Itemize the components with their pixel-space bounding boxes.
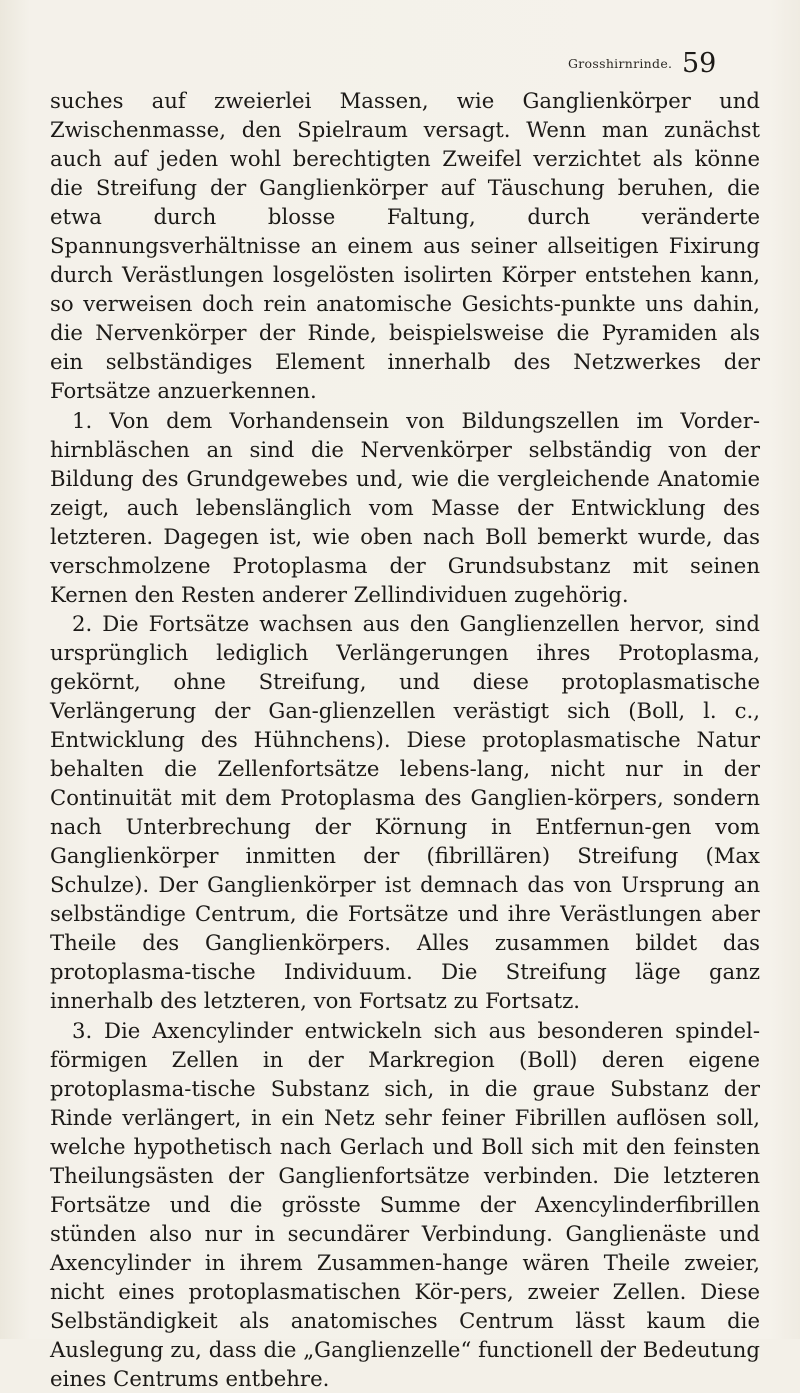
- page-number: 59: [682, 48, 716, 79]
- paragraph-continuation: suches auf zweierlei Massen, wie Ganglienkörper und Zwischenmasse, den Spielraum versagt. Wenn man zunächst auch auf jeden wohl berechtigten Zweifel verzichtet als könne die Streifung der Ganglienkörper auf Täuschung beruhen, die etwa durch blosse Faltung, durch veränderte Spannungsverhältnisse an einem aus seiner allseitigen Fixirung durch Verästlungen losgelösten isolirten Körper entstehen kann, so verweisen doch rein anatomische Gesichts-punkte uns dahin, die Nervenkörper der Rinde, beispielsweise die Pyramiden als ein selbständiges Element innerhalb des Netzwerkes der Fortsätze anzuerkennen.: [50, 86, 760, 406]
- running-head: Grosshirnrinde.: [568, 56, 672, 71]
- paragraph-point-2: 2. Die Fortsätze wachsen aus den Ganglienzellen hervor, sind ursprünglich lediglich Verlängerungen ihres Protoplasma, gekörnt, ohne Streifung, und diese protoplasmatische Verlängerung der Gan-glienzellen verästigt sich (Boll, l. c., Entwicklung des Hühnchens). Diese protoplasmatische Natur behalten die Zellenfortsätze lebens-lang, nicht nur in der Continuität mit dem Protoplasma des Ganglien-körpers, sondern nach Unterbrechung der Körnung in Entfernun-gen vom Ganglienkörper inmitten der (fibrillären) Streifung (Max Schulze). Der Ganglienkörper ist demnach das von Ursprung an selbständige Centrum, die Fortsätze und ihre Verästlungen aber Theile des Ganglienkörpers. Alles zusammen bildet das protoplasma-tische Individuum. Die Streifung läge ganz innerhalb des letzteren, von Fortsatz zu Fortsatz.: [50, 609, 760, 1016]
- body-text: [50, 86, 760, 1393]
- paragraph-point-3: 3. Die Axencylinder entwickeln sich aus besonderen spindel-förmigen Zellen in der Markregion (Boll) deren eigene protoplasma-tische Substanz sich, in die graue Substanz der Rinde verlängert, in ein Netz sehr feiner Fibrillen auflösen soll, welche hypothetisch nach Gerlach und Boll sich mit den feinsten Theilungsästen der Ganglienfortsätze verbinden. Die letzteren Fortsätze und die grösste Summe der Axencylinderfibrillen stünden also nur in secundärer Verbindung. Ganglienäste und Axencylinder in ihrem Zusammen-hange wären Theile zweier, nicht eines protoplasmatischen Kör-pers, zweier Zellen. Diese Selbständigkeit als anatomisches Centrum lässt kaum die Auslegung zu, dass die „Ganglienzelle“ functionell der Bedeutung eines Centrums entbehre.: [50, 1016, 760, 1393]
- page-header: [0, 48, 800, 88]
- paragraph-point-1: 1. Von dem Vorhandensein von Bildungszellen im Vorder-hirnbläschen an sind die Nervenkörper selbständig von der Bildung des Grundgewebes und, wie die vergleichende Anatomie zeigt, auch lebenslänglich vom Masse der Entwicklung des letzteren. Dagegen ist, wie oben nach Boll bemerkt wurde, das verschmolzene Protoplasma der Grundsubstanz mit seinen Kernen den Resten anderer Zellindividuen zugehörig.: [50, 406, 760, 609]
